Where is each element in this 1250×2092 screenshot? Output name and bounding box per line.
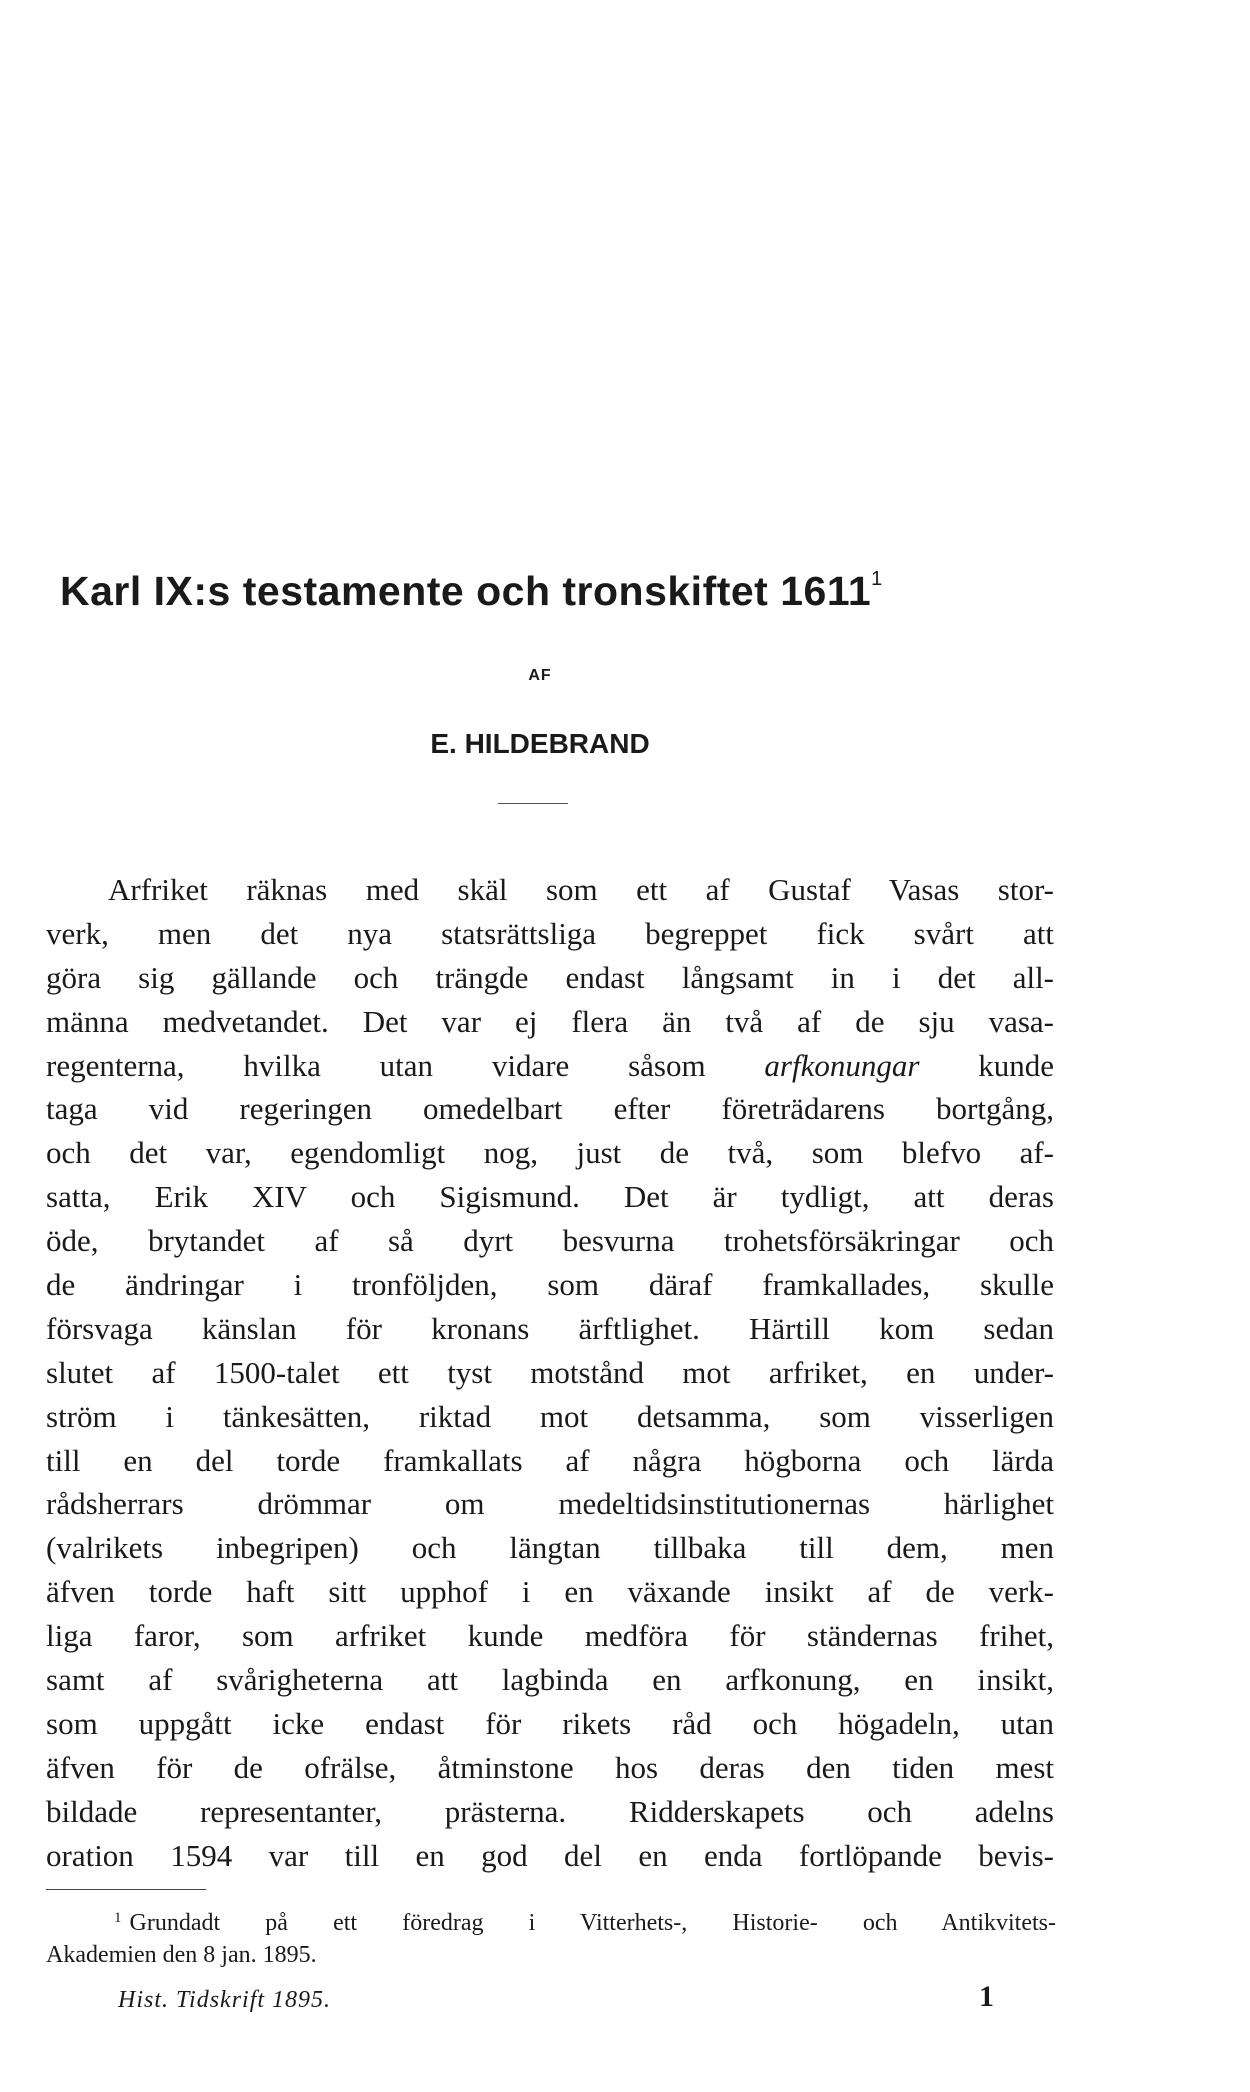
footnote-line-2: Akademien den 8 jan. 1895.	[46, 1942, 317, 1968]
byline-prefix: AF	[528, 667, 552, 684]
body-line: öde, brytandet af så dyrt besvurna trohetsförsäkringar och	[46, 1223, 1054, 1259]
author-name: E. HILDEBRAND	[430, 728, 650, 759]
body-line-with-emphasis: regenterna, hvilka utan vidare såsom arfkonungar kunde	[46, 1047, 1054, 1083]
body-line: äfven för de ofrälse, åtminstone hos deras den tiden mest	[46, 1749, 1054, 1785]
body-line: göra sig gällande och trängde endast långsamt in i det all-	[46, 959, 1054, 995]
body-line: som uppgått icke endast för rikets råd och högadeln, utan	[46, 1705, 1054, 1741]
body-line: ström i tänkesätten, riktad mot detsamma, som visserligen	[46, 1398, 1054, 1434]
body-line: försvaga känslan för kronans ärftlighet. Härtill kom sedan	[46, 1310, 1054, 1346]
journal-footer: Hist. Tidskrift 1895.	[118, 1987, 332, 2013]
body-line: rådsherrars drömmar om medeltidsinstitutionernas härlighet	[46, 1486, 1054, 1522]
footnote-divider	[46, 1889, 206, 1890]
footnote-mark: 1	[114, 1910, 122, 1926]
article-title	[60, 568, 1060, 615]
footnote	[46, 1902, 1056, 1971]
emphasized-word: arfkonungar	[764, 1047, 920, 1083]
article-title-text: Karl IX:s testamente och tronskiftet 1611	[60, 568, 872, 614]
body-line: taga vid regeringen omedelbart efter företrädarens bortgång,	[46, 1091, 1054, 1127]
title-footnote-mark: 1	[871, 568, 883, 590]
body-line: liga faror, som arfriket kunde medföra för ständernas frihet,	[46, 1618, 1054, 1654]
body-line: verk, men det nya statsrättsliga begreppet fick svårt att	[46, 915, 1054, 951]
body-line: männa medvetandet. Det var ej flera än två af de sju vasa-	[46, 1003, 1054, 1039]
body-line: Arfriket räknas med skäl som ett af Gustaf Vasas stor-	[108, 872, 1054, 907]
body-text	[46, 868, 1054, 1877]
body-line: samt af svårigheterna att lagbinda en arfkonung, en insikt,	[46, 1662, 1054, 1698]
body-line: (valrikets inbegripen) och längtan tillbaka till dem, men	[46, 1530, 1054, 1566]
body-line: slutet af 1500-talet ett tyst motstånd mot arfriket, en under-	[46, 1354, 1054, 1390]
body-line: de ändringar i tronföljden, som däraf framkallades, skulle	[46, 1267, 1054, 1303]
body-line: äfven torde haft sitt upphof i en växande insikt af de verk-	[46, 1574, 1054, 1610]
title-divider	[498, 803, 568, 804]
page-number: 1	[979, 1980, 994, 2013]
footnote-text-1: Grundadt på ett föredrag i Vitterhets-, Historie- och Antikvitets-	[129, 1910, 1056, 1936]
body-line: oration 1594 var till en god del en enda fortlöpande bevis-	[46, 1837, 1054, 1873]
body-line: och det var, egendomligt nog, just de två, som blefvo af-	[46, 1135, 1054, 1171]
body-line: till en del torde framkallats af några högborna och lärda	[46, 1442, 1054, 1478]
body-line: satta, Erik XIV och Sigismund. Det är tydligt, att deras	[46, 1179, 1054, 1215]
body-line: bildade representanter, prästerna. Ridderskapets och adelns	[46, 1793, 1054, 1829]
footnote-line-1	[46, 1902, 1056, 1939]
